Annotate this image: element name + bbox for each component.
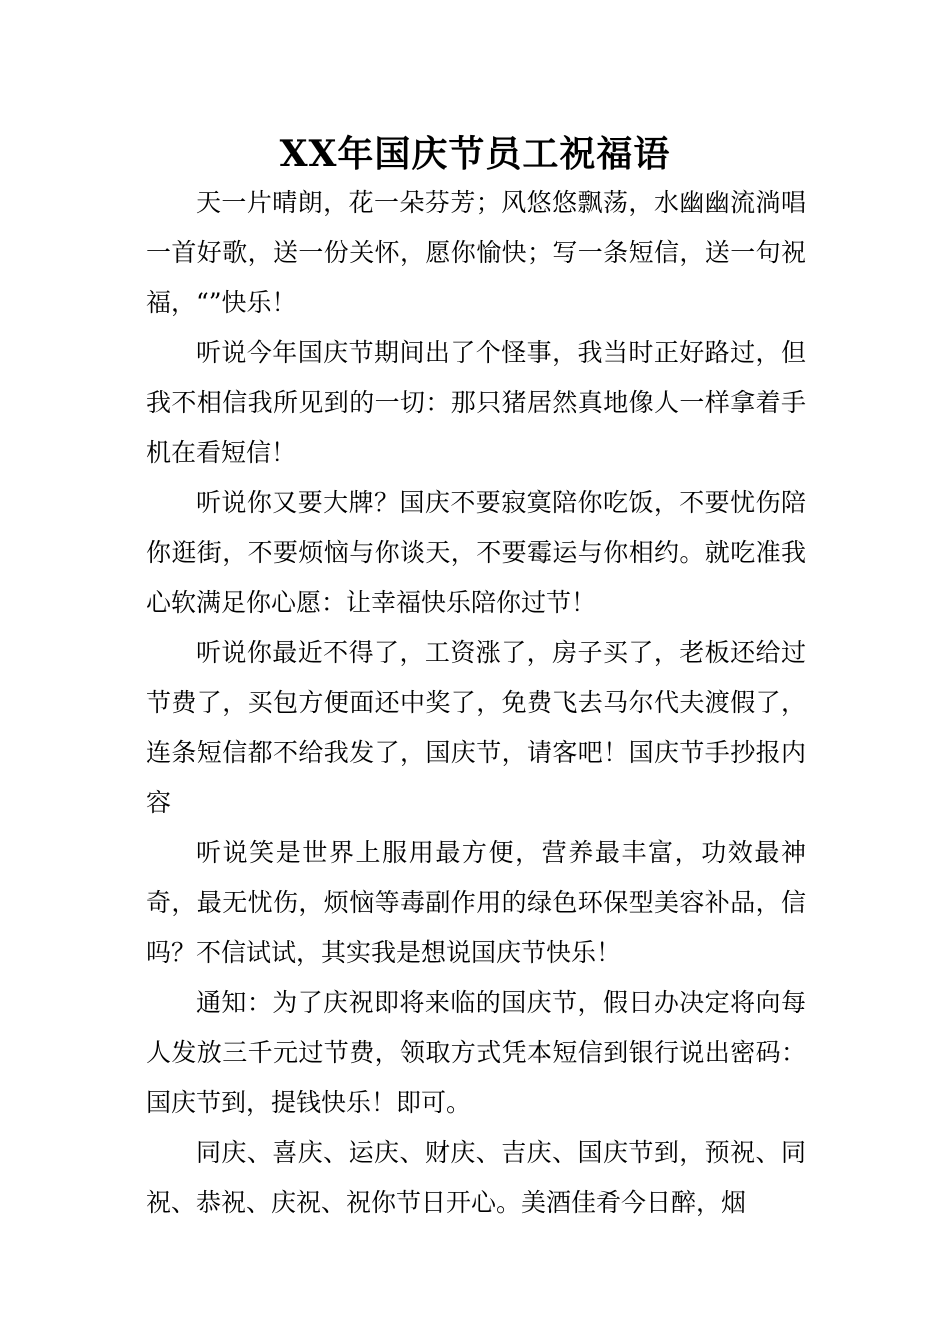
paragraph: 通知：为了庆祝即将来临的国庆节，假日办决定将向每人发放三千元过节费，领取方式凭本短信到银行说出密码：国庆节到，提钱快乐！即可。 <box>146 988 806 1117</box>
paragraph: 听说你最近不得了，工资涨了，房子买了，老板还给过节费了，买包方便面还中奖了，免费飞去马尔代夫渡假了，连条短信都不给我发了，国庆节，请客吧！国庆节手抄报内容 <box>146 638 806 817</box>
paragraph: 同庆、喜庆、运庆、财庆、吉庆、国庆节到，预祝、同祝、恭祝、庆祝、祝你节日开心。美酒佳肴今日醉，烟 <box>146 1138 806 1217</box>
paragraph: 听说今年国庆节期间出了个怪事，我当时正好路过，但我不相信我所见到的一切：那只猪居然真地像人一样拿着手机在看短信！ <box>146 338 806 467</box>
paragraph: 听说笑是世界上服用最方便，营养最丰富，功效最神奇，最无忧伤，烦恼等毒副作用的绿色环保型美容补品，信吗？不信试试，其实我是想说国庆节快乐！ <box>146 838 806 967</box>
paragraph: 天一片晴朗，花一朵芬芳；风悠悠飘荡，水幽幽流淌唱一首好歌，送一份关怀，愿你愉快；写一条短信，送一句祝福，“”快乐！ <box>146 188 806 317</box>
document-body <box>146 178 806 1228</box>
document-title: XX年国庆节员工祝福语 <box>279 133 671 175</box>
paragraph: 听说你又要大牌？国庆不要寂寞陪你吃饭，不要忧伤陪你逛街，不要烦恼与你谈天，不要霉运与你相约。就吃准我心软满足你心愿：让幸福快乐陪你过节！ <box>146 488 806 617</box>
